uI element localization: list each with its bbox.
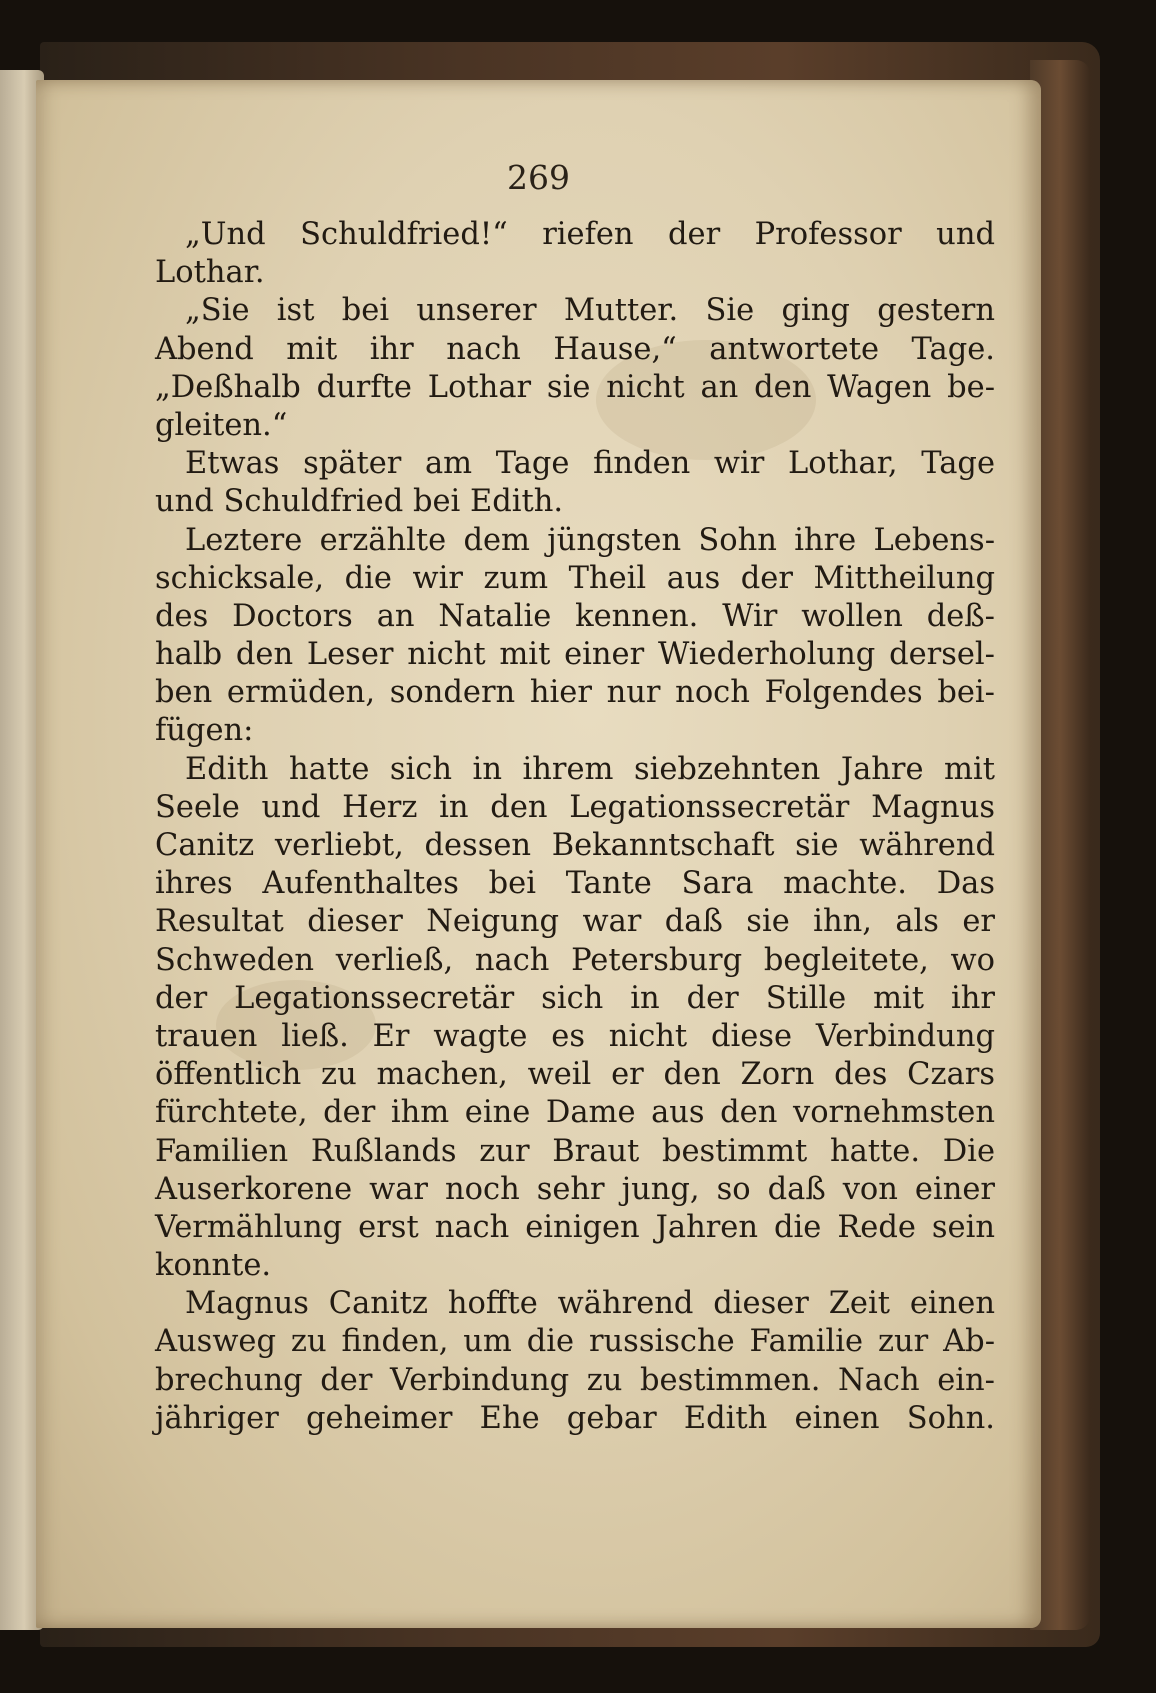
text-line: Edith hatte sich in ihrem siebzehnten Jahre mit	[185, 751, 995, 787]
text-line: Lothar.	[155, 255, 265, 291]
text-line: Auserkorene war noch sehr jung, so daß von einer	[155, 1171, 995, 1207]
text-line: brechung der Verbindung zu bestimmen. Nach ein-	[155, 1362, 995, 1398]
text-line: Vermählung erst nach einigen Jahren die Rede sein	[155, 1209, 995, 1245]
text-line: Familien Rußlands zur Braut bestimmt hatte. Die	[155, 1133, 995, 1169]
text-line: „Deßhalb durfte Lothar sie nicht an den Wagen be-	[155, 369, 995, 405]
book-page	[36, 80, 1041, 1628]
page-number: 269	[507, 158, 570, 197]
text-line: Seele und Herz in den Legationssecretär Magnus	[155, 789, 995, 825]
text-line: fügen:	[155, 713, 254, 749]
text-line: jähriger geheimer Ehe gebar Edith einen Sohn.	[155, 1400, 995, 1436]
text-line: und Schuldfried bei Edith.	[155, 484, 564, 520]
text-line: trauen ließ. Er wagte es nicht diese Verbindung	[155, 1018, 995, 1054]
text-line: Abend mit ihr nach Hause,“ antwortete Tage.	[155, 331, 995, 367]
text-line: Magnus Canitz hoffte während dieser Zeit einen	[185, 1286, 995, 1322]
text-line: Ausweg zu finden, um die russische Familie zur Ab-	[155, 1324, 995, 1360]
text-line: halb den Leser nicht mit einer Wiederholung dersel-	[155, 637, 995, 673]
text-line: gleiten.“	[155, 407, 288, 443]
text-line: der Legationssecretär sich in der Stille mit ihr	[155, 980, 995, 1016]
text-line: „Sie ist bei unserer Mutter. Sie ging gestern	[185, 293, 995, 329]
text-line: Schweden verließ, nach Petersburg begleitete, wo	[155, 942, 995, 978]
body-text	[155, 216, 995, 1438]
text-line: Canitz verliebt, dessen Bekanntschaft sie während	[155, 828, 995, 863]
text-line: Resultat dieser Neigung war daß sie ihn, als er	[155, 904, 995, 940]
text-line: „Und Schuldfried!“ riefen der Professor und	[185, 217, 995, 252]
text-line: öffentlich zu machen, weil er den Zorn des Czars	[155, 1057, 995, 1093]
text-line: des Doctors an Natalie kennen. Wir wollen deß-	[155, 598, 995, 634]
text-line: schicksale, die wir zum Theil aus der Mittheilung	[155, 560, 995, 596]
text-line: konnte.	[155, 1248, 272, 1284]
text-line: Leztere erzählte dem jüngsten Sohn ihre Lebens-	[185, 522, 995, 558]
text-line: ben ermüden, sondern hier nur noch Folgendes bei-	[155, 675, 995, 711]
text-line: fürchtete, der ihm eine Dame aus den vornehmsten	[155, 1095, 995, 1131]
text-line: ihres Aufenthaltes bei Tante Sara machte. Das	[155, 866, 995, 902]
text-line: Etwas später am Tage finden wir Lothar, Tage	[185, 446, 995, 482]
